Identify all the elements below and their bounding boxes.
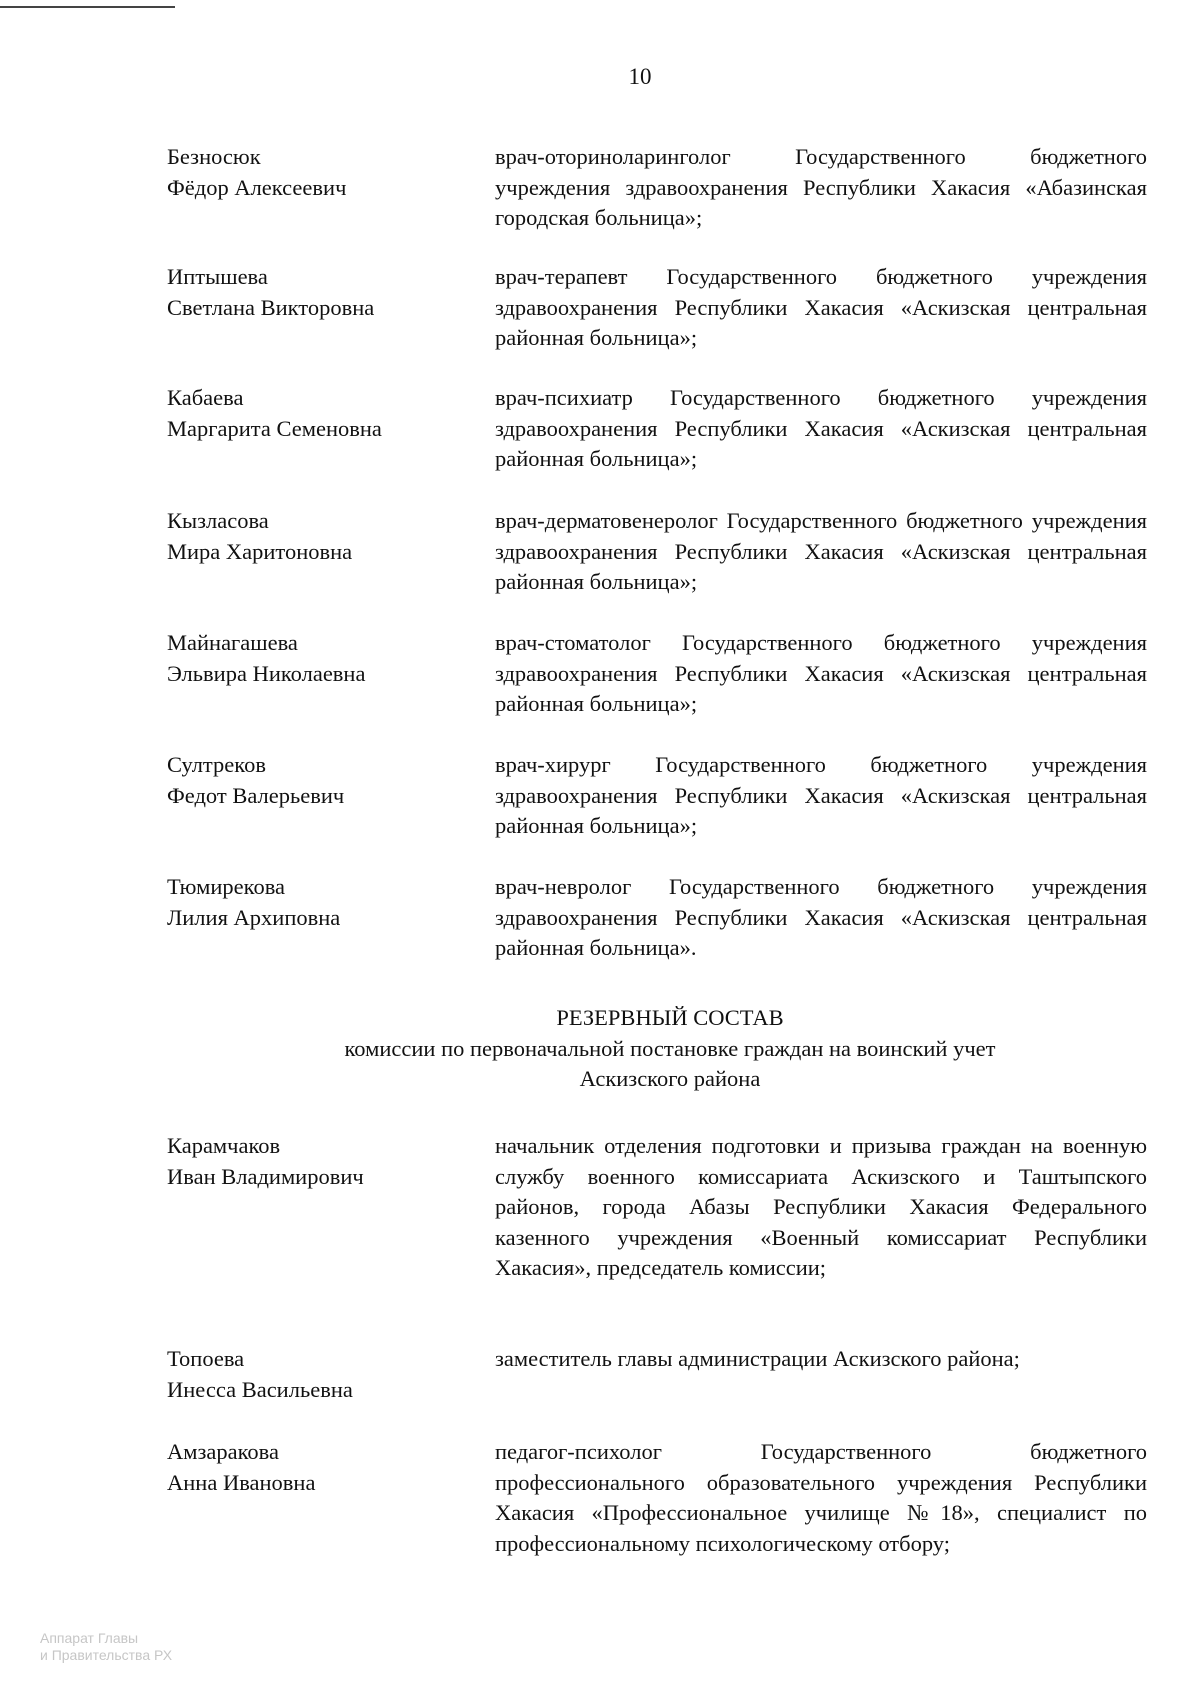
member-surname: Карамчаков xyxy=(167,1133,281,1158)
member-name xyxy=(167,1131,467,1192)
member-given-name: Лилия Архиповна xyxy=(167,904,341,930)
member-name xyxy=(167,1344,467,1405)
reserve-title: РЕЗЕРВНЫЙ СОСТАВ xyxy=(556,1005,784,1030)
member-description: педагог-психолог Государственного бюджетного профессионального образовательного учреждения Республики Хакасия «Профессиональное училище №18», специалист по профессиональному психологическому отбору; xyxy=(495,1439,1147,1556)
member-name xyxy=(167,506,467,567)
member-description: врач-стоматолог Государственного бюджетного учреждения здравоохранения Республики Хакасия «Аскизская центральная районная больница»; xyxy=(495,630,1147,716)
reserve-heading xyxy=(0,1003,1200,1095)
member-name xyxy=(167,142,467,203)
member-description: врач-дерматовенеролог Государственного бюджетного учреждения здравоохранения Республики Хакасия «Аскизская центральная районная больница»; xyxy=(495,508,1147,594)
member-name xyxy=(167,872,467,933)
member-surname: Кызласова xyxy=(167,508,269,533)
member-surname: Султреков xyxy=(167,752,266,777)
member-description: начальник отделения подготовки и призыва граждан на военную службу военного комиссариата Аскизского и Таштыпского районов, города Абазы Республики Хакасия Федерального казенного учреждения «Военный комиссариат Республики Хакасия», председатель комиссии; xyxy=(495,1133,1147,1280)
member-surname: Кабаева xyxy=(167,385,244,410)
member-surname: Амзаракова xyxy=(167,1439,279,1464)
member-description: врач-оториноларинголог Государственного бюджетного учреждения здравоохранения Республики Хакасия «Абазинская городская больница»; xyxy=(495,144,1147,230)
member-given-name: Анна Ивановна xyxy=(167,1469,316,1495)
member-surname: Тюмирекова xyxy=(167,874,286,899)
member-given-name: Светлана Викторовна xyxy=(167,294,375,320)
member-given-name: Фёдор Алексеевич xyxy=(167,174,347,200)
member-name xyxy=(167,750,467,811)
member-surname: Топоева xyxy=(167,1346,245,1371)
reserve-district: Аскизского района xyxy=(579,1066,761,1091)
member-given-name: Эльвира Николаевна xyxy=(167,660,366,686)
member-description: врач-невролог Государственного бюджетного учреждения здравоохранения Республики Хакасия «Аскизская центральная районная больница». xyxy=(495,874,1147,960)
member-given-name: Инесса Васильевна xyxy=(167,1376,353,1402)
stamp-line: Аппарат Главы xyxy=(40,1630,139,1646)
member-given-name: Мира Харитоновна xyxy=(167,538,353,564)
scan-edge-line xyxy=(0,6,175,8)
member-description: заместитель главы администрации Аскизского района; xyxy=(495,1346,1020,1371)
member-given-name: Федот Валерьевич xyxy=(167,782,345,808)
member-description: врач-терапевт Государственного бюджетного учреждения здравоохранения Республики Хакасия «Аскизская центральная районная больница»; xyxy=(495,264,1147,350)
member-surname: Майнагашева xyxy=(167,630,298,655)
page-number: 10 xyxy=(628,64,652,89)
member-given-name: Маргарита Семеновна xyxy=(167,415,382,441)
member-surname: Безносюк xyxy=(167,144,261,169)
member-description: врач-психиатр Государственного бюджетного учреждения здравоохранения Республики Хакасия «Аскизская центральная районная больница»; xyxy=(495,385,1147,471)
reserve-subtitle: комиссии по первоначальной постановке граждан на воинский учет xyxy=(344,1035,996,1061)
member-name xyxy=(167,628,467,689)
member-name xyxy=(167,1437,467,1498)
member-name xyxy=(167,383,467,444)
faded-stamp xyxy=(40,1630,172,1664)
member-name xyxy=(167,262,467,323)
member-description: врач-хирург Государственного бюджетного учреждения здравоохранения Республики Хакасия «Аскизская центральная районная больница»; xyxy=(495,752,1147,838)
member-given-name: Иван Владимирович xyxy=(167,1163,364,1189)
member-surname: Иптышева xyxy=(167,264,268,289)
stamp-line: и Правительства РХ xyxy=(40,1647,173,1663)
